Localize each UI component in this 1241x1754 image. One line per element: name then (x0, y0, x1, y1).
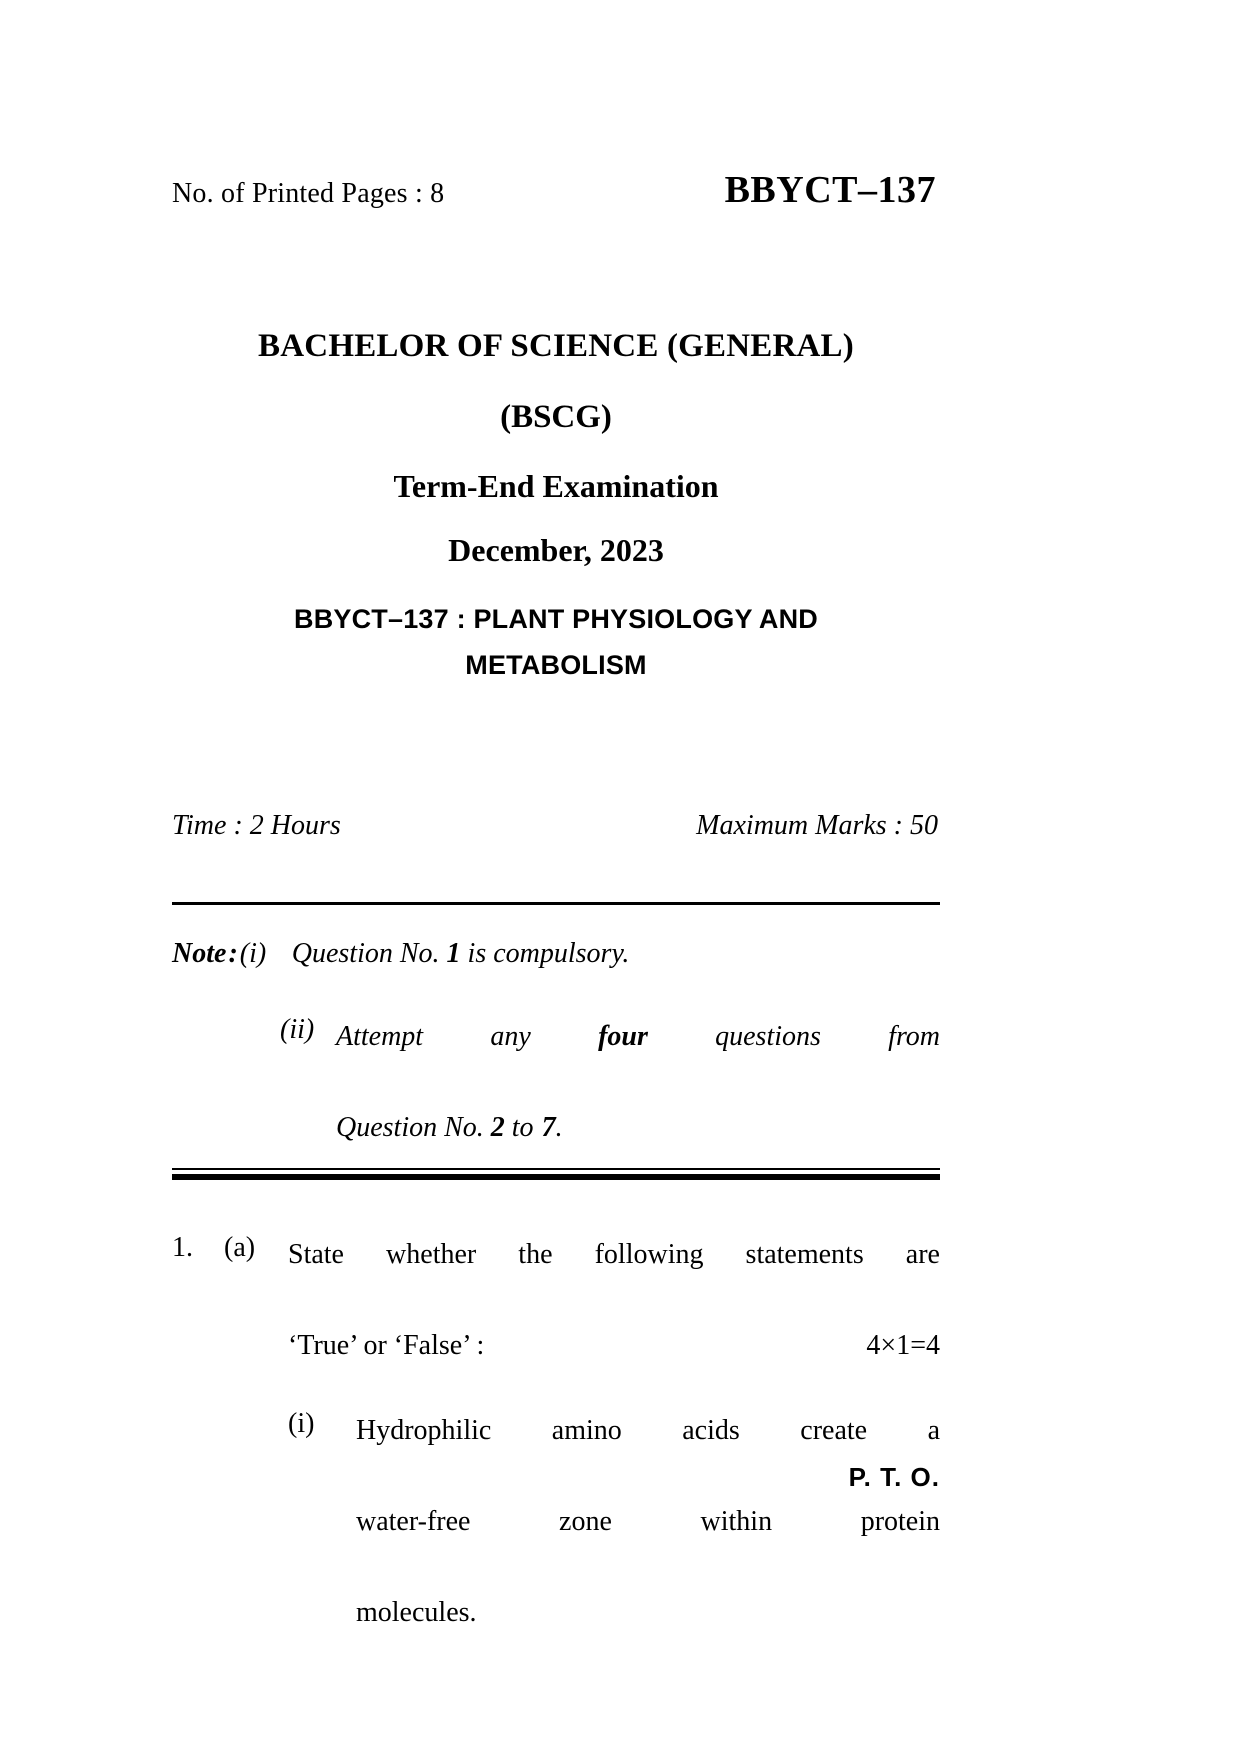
question-1a-label: (a) (224, 1232, 256, 1263)
examination-type: Term-End Examination (393, 468, 719, 504)
note-i-text-after: is compulsory. (467, 938, 630, 969)
note-label: Note (172, 938, 227, 969)
question-1a-marks: 4×1=4 (866, 1329, 940, 1361)
note-item-ii (172, 1014, 940, 1150)
page-header (172, 168, 940, 212)
subpart-i-line-2 (356, 1499, 940, 1590)
exam-meta-row (172, 810, 940, 842)
exam-title-block (172, 330, 940, 689)
note-item-i (172, 938, 940, 970)
note-ii-attempt: Attempt (336, 1021, 424, 1052)
question-1a-text-continued: ‘True’ or ‘False’ : (288, 1329, 485, 1361)
note-ii-questions: questions (715, 1021, 821, 1052)
page-turn-over-label: P. T. O. (848, 1462, 940, 1492)
note-marker-i: (i) (239, 938, 267, 969)
note-ii-period: . (555, 1111, 563, 1143)
course-code-heading: BBYCT–137 (724, 169, 936, 211)
note-ii-line-1 (336, 1014, 940, 1105)
note-i-text-before: Question No. (291, 938, 440, 969)
question-1-row (172, 1232, 940, 1368)
question-1a-body (288, 1232, 940, 1368)
note-marker-ii: (ii) (280, 1014, 315, 1045)
instructions-note-block (172, 938, 940, 1150)
note-text-ii (336, 1014, 940, 1150)
subpart-i-text-1: Hydrophilic amino acids create a (356, 1415, 940, 1447)
maximum-marks: Maximum Marks : 50 (696, 810, 938, 841)
note-colon: : (228, 938, 238, 969)
note-ii-emphasis-four: four (598, 1021, 648, 1052)
subject-title-line-1: BBYCT–137 : PLANT PHYSIOLOGY AND (294, 604, 818, 634)
question-1a-line-2 (288, 1323, 940, 1368)
note-ii-emphasis-7: 7 (541, 1111, 556, 1143)
question-1a-text: State whether the following statements are (288, 1239, 940, 1270)
note-ii-question-no: Question No. (336, 1111, 484, 1143)
exam-duration: Time : 2 Hours (172, 810, 341, 841)
subpart-i-text-3: molecules. (356, 1596, 477, 1628)
note-i-emphasis: 1 (446, 938, 461, 969)
double-rule-thick-line (172, 1174, 940, 1180)
question-1 (172, 1232, 940, 1635)
printed-pages-label: No. of Printed Pages : 8 (172, 178, 445, 209)
program-name: BACHELOR OF SCIENCE (GENERAL) (258, 328, 854, 364)
subject-title-line-2: METABOLISM (465, 650, 647, 681)
double-rule-thin-line (172, 1168, 940, 1170)
note-ii-line-2 (336, 1105, 940, 1150)
subpart-i-text-2: water-free zone within protein (356, 1505, 940, 1537)
note-ii-emphasis-2: 2 (490, 1111, 505, 1143)
subject-title (172, 596, 940, 689)
question-1a-line-1 (288, 1232, 940, 1323)
subpart-i-line-3 (356, 1590, 940, 1635)
examination-session: December, 2023 (448, 532, 664, 568)
question-1a-subpart-i (172, 1408, 940, 1635)
subpart-i-marker: (i) (288, 1408, 315, 1440)
question-1-number: 1. (172, 1232, 193, 1263)
note-ii-to: to (511, 1111, 534, 1143)
subpart-i-body (356, 1408, 940, 1635)
program-abbreviation: (BSCG) (500, 399, 612, 435)
note-text-i (292, 938, 940, 970)
note-ii-any: any (490, 1021, 531, 1052)
note-ii-from: from (888, 1021, 941, 1052)
header-divider-rule (172, 902, 940, 905)
